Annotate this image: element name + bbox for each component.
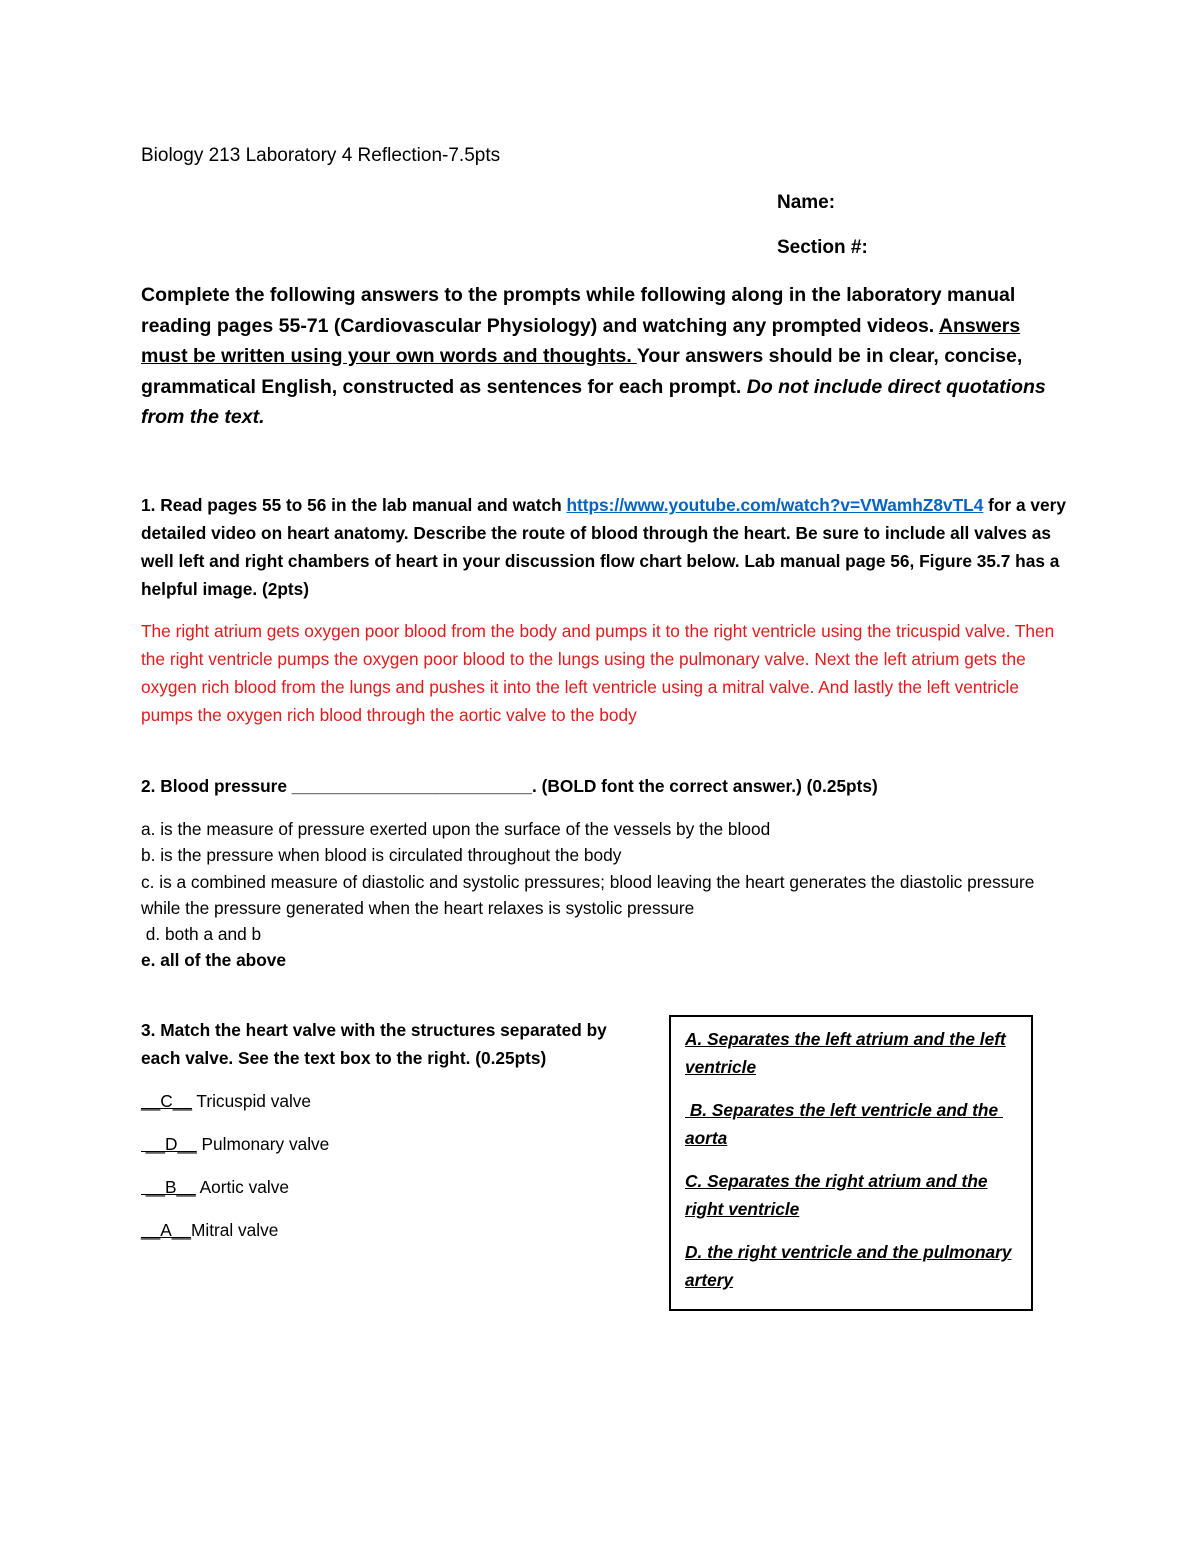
match-label: Pulmonary valve [196, 1134, 330, 1154]
match-item-tricuspid [141, 1091, 311, 1112]
option-d: d. both a and b [141, 924, 262, 945]
box-item-b: B. Separates the left ventricle and the aorta [685, 1100, 1003, 1148]
instructions-underlined: Answers must be written using your own words and thoughts. [141, 314, 1021, 367]
instructions-text-2: Your answers should be in clear, concise, grammatical English, constructed as sentences for each prompt. [141, 345, 1023, 398]
match-answer: __C__ [141, 1091, 192, 1111]
page-title: Biology 213 Laboratory 4 Reflection-7.5pts [141, 145, 501, 166]
question-2-prompt: 2. Blood pressure _________________________. (BOLD font the correct answer.) (0.25pts) [141, 776, 878, 796]
match-item-pulmonary [141, 1134, 329, 1155]
valve-text-box [669, 1015, 1033, 1311]
question-1-answer: The right atrium gets oxygen poor blood from the body and pumps it to the right ventricle using the tricuspid valve. Then the right ventricle pumps the oxygen poor blood to the lungs using the pulmonary valve. Next the left atrium gets the oxygen rich blood from the lungs and pushes it into the left ventricle using a mitral valve. And lastly the left ventricle pumps the oxygen rich blood through the aortic valve to the body [141, 621, 1055, 725]
match-label: Mitral valve [190, 1220, 279, 1240]
match-label: Tricuspid valve [191, 1091, 312, 1111]
question-3-prompt: 3. Match the heart valve with the structures separated by each valve. See the text box to the right. (0.25pts) [141, 1020, 607, 1068]
name-label: Name: [777, 192, 836, 213]
box-item-a: A. Separates the left atrium and the left ventricle [685, 1029, 1006, 1077]
match-label: Aortic valve [195, 1177, 289, 1197]
match-item-mitral [141, 1220, 278, 1241]
match-answer: __B__ [141, 1177, 196, 1197]
option-c: c. is a combined measure of diastolic and systolic pressures; blood leaving the heart generates the diastolic pressure while the pressure generated when the heart relaxes is systolic pressure [141, 871, 1035, 918]
option-a: a. is the measure of pressure exerted upon the surface of the vessels by the blood [141, 819, 771, 839]
question-2-options [141, 816, 1066, 974]
instructions-text: Complete the following answers to the prompts while following along in the laboratory manual reading pages 55-71 (Cardiovascular Physiology) and watching any prompted videos. [141, 284, 1016, 337]
question-1-suffix: for a very detailed video on heart anatomy. Describe the route of blood through the heart. Be sure to include all valves as well left and right chambers of heart in your discussion flow chart below. Lab manual page 56, Figure 35.7 has a helpful image. (2pts) [141, 495, 1066, 599]
instructions-italic: Do not include direct quotations from the text. [141, 375, 1046, 428]
question-1-prefix: 1. Read pages 55 to 56 in the lab manual and watch [141, 495, 567, 515]
question-1 [141, 491, 1066, 603]
match-item-aortic [141, 1177, 289, 1198]
match-answer: __A__ [141, 1220, 191, 1240]
box-item-d: D. the right ventricle and the pulmonary artery [685, 1242, 1012, 1290]
option-b: b. is the pressure when blood is circulated throughout the body [141, 845, 622, 866]
video-link[interactable]: https://www.youtube.com/watch?v=VWamhZ8vTL4 [566, 495, 984, 515]
match-answer: __D__ [141, 1134, 197, 1154]
instructions [141, 280, 1071, 433]
option-e: e. all of the above [141, 950, 287, 971]
section-label: Section #: [777, 237, 868, 258]
box-item-c: C. Separates the right atrium and the right ventricle [685, 1171, 988, 1219]
